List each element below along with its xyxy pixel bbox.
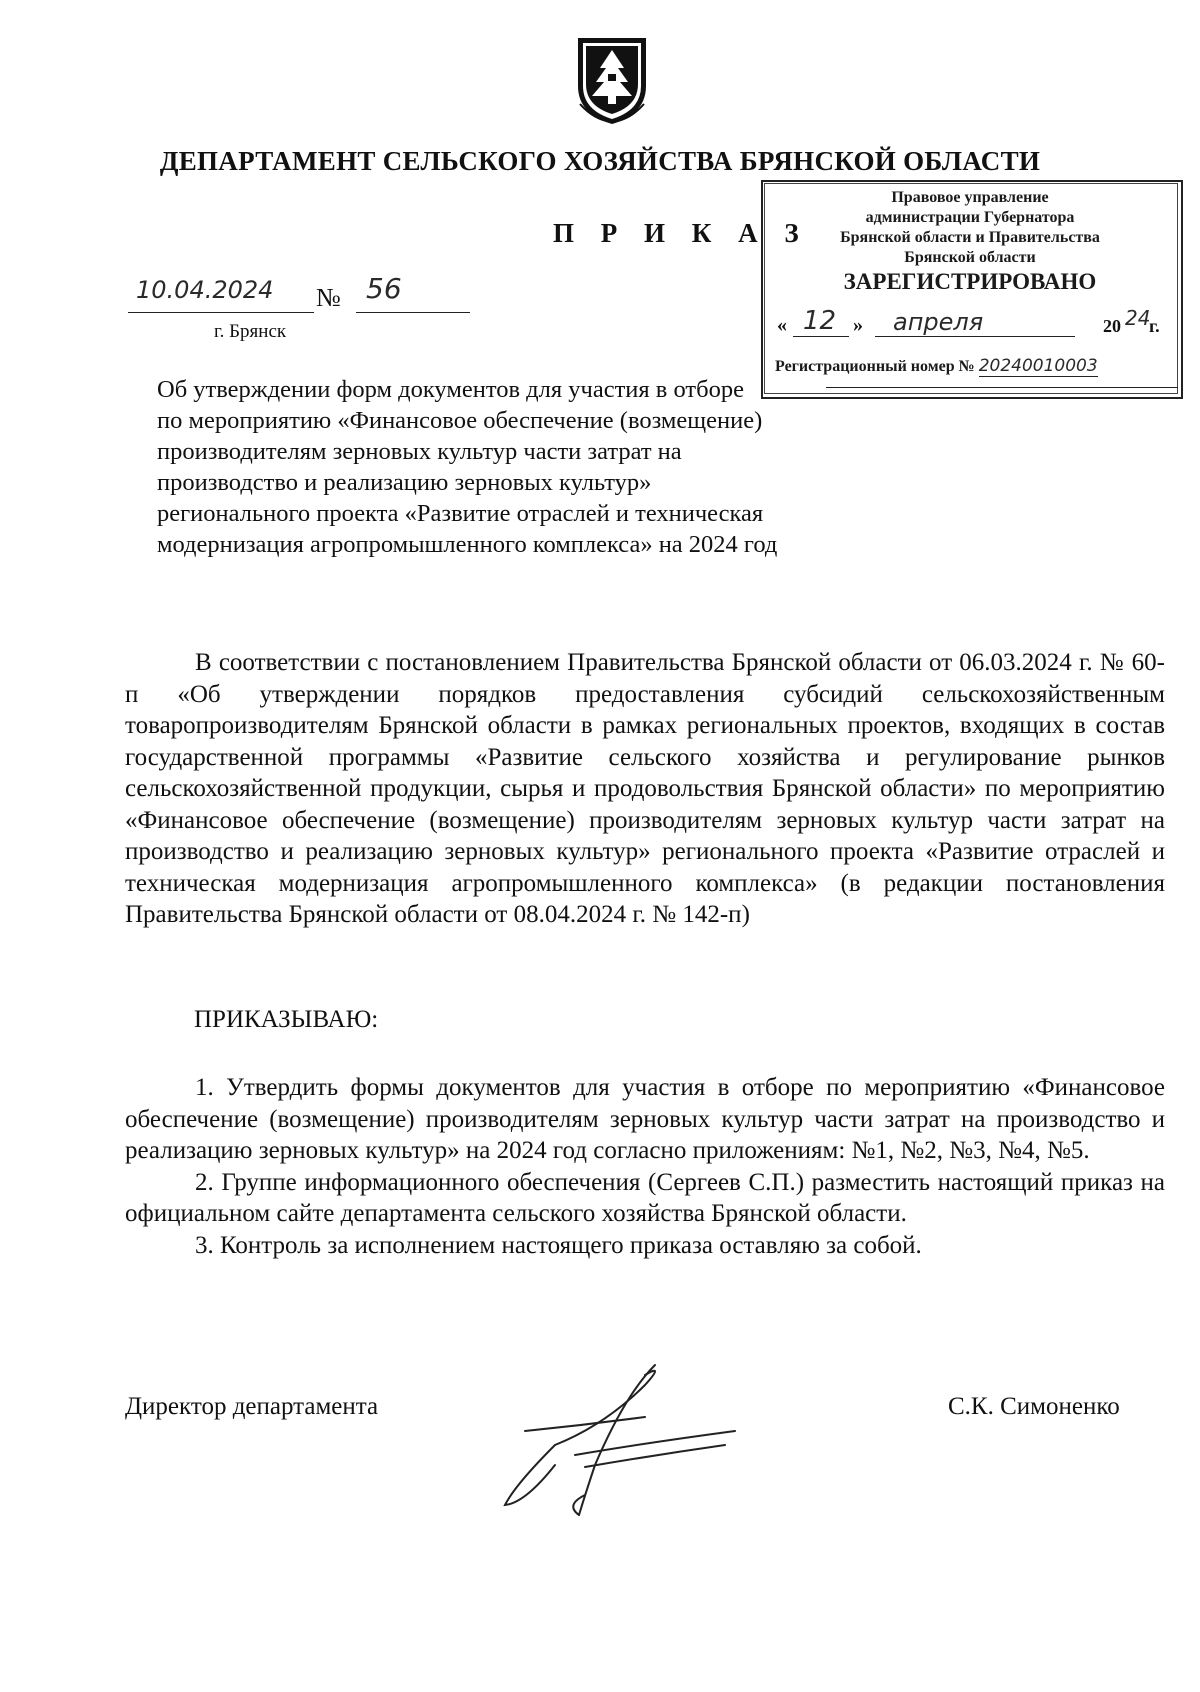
document-subject [157, 374, 877, 560]
subject-line-3: производителям зерновых культур части затрат на [157, 438, 682, 465]
order-word: ПРИКАЗЫВАЮ: [194, 1006, 379, 1033]
stamp-reg-number-label: Регистрационный номер № [775, 358, 975, 375]
stamp-line-1: Правовое управление [891, 189, 1049, 206]
stamp-year-suffix: г. [1149, 316, 1160, 336]
stamp-quote-open: « [777, 314, 787, 336]
stamp-month-handwritten: апреля [893, 308, 984, 336]
coat-of-arms-emblem [574, 34, 650, 126]
handwritten-number: 56 [366, 272, 402, 305]
subject-line-4: производство и реализацию зерновых культур» [157, 469, 652, 496]
signatory-position: Директор департамента [125, 1393, 379, 1420]
order-item-1: 1. Утвердить формы документов для участия в отборе по мероприятию «Финансовое обеспечение (возмещение) производителям зерновых культур части затрат на производство и реализацию зерновых культур» на 2024 год согласно приложениям: №1, №2, №3, №4, №5. [125, 1074, 1165, 1164]
document-title: П Р И К А З [553, 218, 809, 248]
subject-line-5: регионального проекта «Развитие отраслей и техническая [157, 500, 764, 527]
stamp-line-4: Брянской области [904, 249, 1036, 266]
order-item-2: 2. Группе информационного обеспечения (Сергеев С.П.) разместить настоящий приказ на официальном сайте департамента сельского хозяйства Брянской области. [125, 1168, 1165, 1227]
stamp-day-underline [793, 336, 849, 337]
stamp-quote-close: » [853, 314, 863, 336]
number-label: № [316, 283, 341, 312]
stamp-reg-number-row [775, 356, 1098, 376]
order-items [125, 1072, 1165, 1261]
department-name: ДЕПАРТАМЕНТ СЕЛЬСКОГО ХОЗЯЙСТВА БРЯНСКОЙ ОБЛАСТИ [159, 146, 1041, 176]
stamp-line-3: Брянской области и Правительства [840, 229, 1100, 246]
subject-connector-line [826, 387, 1178, 388]
stamp-status: ЗАРЕГИСТРИРОВАНО [843, 269, 1097, 294]
signatory-name: С.К. Симоненко [948, 1393, 1120, 1420]
stamp-day-handwritten: 12 [803, 306, 837, 336]
stamp-year-handwritten: 24 [1125, 306, 1151, 330]
stamp-reg-number-handwritten: 20240010003 [978, 356, 1098, 376]
subject-line-1: Об утверждении форм документов для участия в отборе [157, 376, 744, 403]
stamp-line-2: администрации Губернатора [865, 209, 1075, 226]
order-item-3: 3. Контроль за исполнением настоящего приказа оставляю за собой. [195, 1231, 922, 1259]
subject-line-6: модернизация агропромышленного комплекса» на 2024 год [157, 531, 778, 558]
city: г. Брянск [214, 321, 287, 342]
preamble-text: В соответствии с постановлением Правительства Брянской области от 06.03.2024 г. № 60-п «Об утверждении порядков предоставления субсидий сельскохозяйственным товаропроизводителям Брянской области в рамках региональных проектов, входящих в состав государственной программы «Развитие сельского хозяйства и регулирование рынков сельскохозяйственной продукции, сырья и продовольствия Брянской области» по мероприятию «Финансовое обеспечение (возмещение) производителям зерновых культур части затрат на производство и реализацию зерновых культур» регионального проекта «Развитие отраслей и техническая модернизация агропромышленного комплекса» (в редакции постановления Правительства Брянской области от 08.04.2024 г. № 142-п) [125, 649, 1165, 928]
handwritten-signature [495, 1355, 755, 1523]
stamp-month-underline [875, 336, 1075, 337]
preamble-paragraph [125, 647, 1165, 931]
subject-line-2: по мероприятию «Финансовое обеспечение (возмещение) [157, 407, 763, 434]
stamp-date-row [775, 308, 1175, 342]
handwritten-date: 10.04.2024 [136, 276, 274, 304]
stamp-year-prefix: 20 [1103, 316, 1121, 336]
